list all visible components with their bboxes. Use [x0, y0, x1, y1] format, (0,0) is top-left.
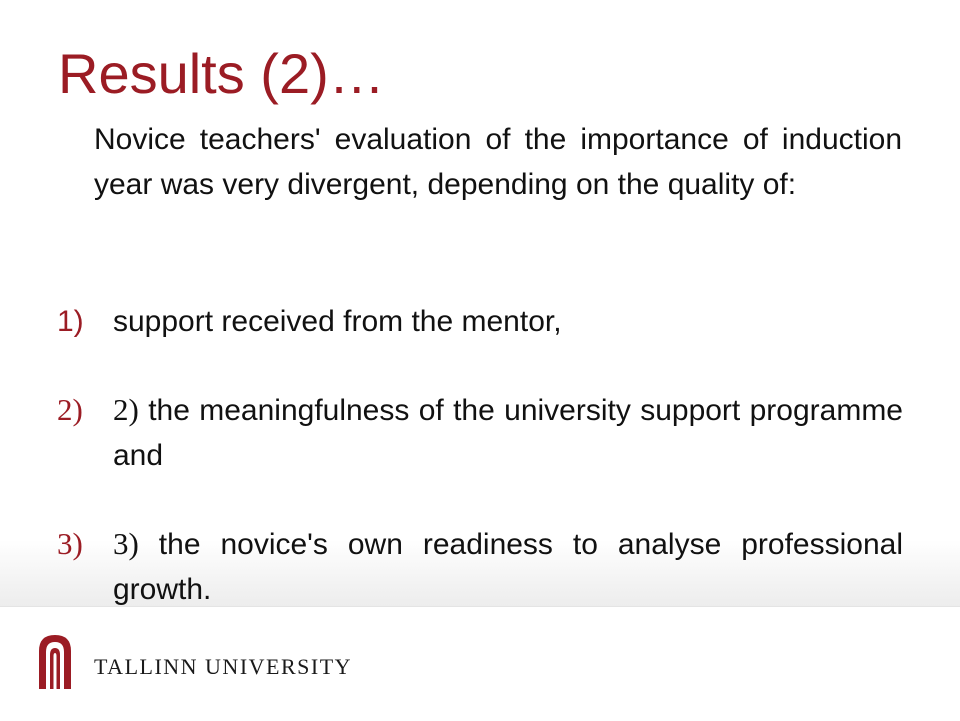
intro-paragraph: Novice teachers' evaluation of the importance of induction year was very divergent, depending on the quality of: [94, 123, 902, 201]
list-item-text-3 [113, 521, 903, 612]
list-number-1: 1) [57, 305, 84, 338]
list-item-2 [57, 387, 903, 478]
list-item-body-3: the novice's own readiness to analyse professional growth. [113, 528, 903, 606]
list-number-2: 2) [57, 392, 83, 427]
tallinn-university-arch-icon [35, 631, 75, 691]
list-item-3 [57, 521, 903, 612]
list-number-3: 3) [57, 526, 83, 561]
list-item-body-2: the meaningfulness of the university support programme and [113, 394, 903, 472]
inline-number-2: 2) [113, 392, 139, 427]
list-item-text-2 [113, 387, 903, 478]
slide-title: Results (2)… [58, 42, 385, 105]
list-item-1 [57, 299, 903, 344]
inline-number-3: 3) [113, 526, 139, 561]
university-name: TALLINN UNIVERSITY [94, 654, 353, 679]
list-item-text-1: support received from the mentor, [113, 305, 562, 338]
